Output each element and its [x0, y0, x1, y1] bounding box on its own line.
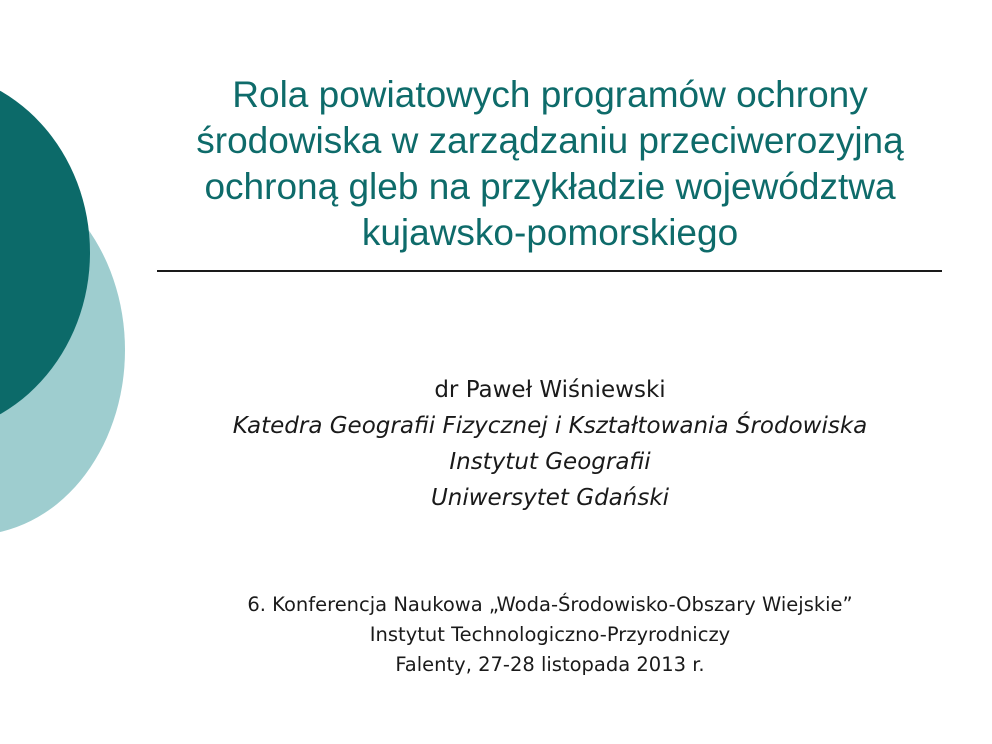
- title-line: środowiska w zarządzaniu przeciwerozyjną: [196, 120, 904, 161]
- author-institute: Instytut Geografii: [449, 449, 651, 475]
- title-divider: [157, 270, 942, 272]
- conference-place-date: Falenty, 27-28 listopada 2013 r.: [395, 653, 705, 676]
- conference-name: 6. Konferencja Naukowa „Woda-Środowisko-Obszary Wiejskie”: [247, 593, 853, 616]
- author-name: dr Paweł Wiśniewski: [434, 377, 666, 403]
- conference-block: [150, 590, 950, 680]
- title-line: kujawsko-pomorskiego: [361, 212, 739, 253]
- author-university: Uniwersytet Gdański: [430, 485, 670, 511]
- slide-title: [155, 72, 945, 256]
- title-line: Rola powiatowych programów ochrony: [232, 74, 868, 115]
- author-block: [150, 372, 950, 516]
- author-department: Katedra Geografii Fizycznej i Kształtowania Środowiska: [232, 413, 868, 439]
- conference-host: Instytut Technologiczno-Przyrodniczy: [369, 623, 731, 646]
- title-line: ochroną gleb na przykładzie województwa: [204, 166, 896, 207]
